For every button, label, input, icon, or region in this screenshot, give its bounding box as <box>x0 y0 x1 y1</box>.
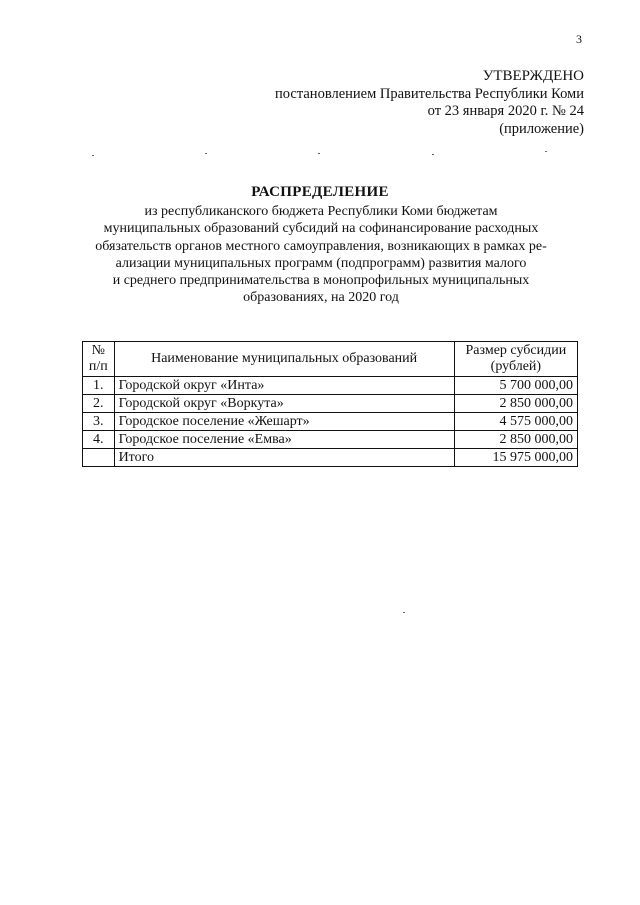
approval-authority: постановлением Правительства Республики Коми <box>275 85 584 102</box>
header-subsidy-amount: Размер субсидии (рублей) <box>454 342 577 377</box>
table-total-row <box>83 449 578 467</box>
table-row <box>83 377 578 395</box>
row-number: 4. <box>83 431 115 449</box>
total-label: Итого <box>114 449 454 467</box>
approval-stamp <box>184 68 584 138</box>
row-number: 1. <box>83 377 115 395</box>
row-municipality: Городское поселение «Жешарт» <box>114 413 454 431</box>
row-municipality: Городской округ «Воркута» <box>114 395 454 413</box>
subtitle-line: из республиканского бюджета Республики Коми бюджетам <box>144 204 498 219</box>
document-subtitle <box>90 203 552 307</box>
subtitle-line: ализации муниципальных программ (подпрограмм) развития малого <box>115 255 527 271</box>
subtitle-line: образованиях, на 2020 год <box>243 290 399 306</box>
subtitle-line: обязательств органов местного самоуправления, возникающих в рамках ре- <box>95 238 547 254</box>
row-amount: 5 700 000,00 <box>454 377 577 395</box>
table-row <box>83 413 578 431</box>
subsidy-distribution-table <box>82 341 578 467</box>
row-amount: 2 850 000,00 <box>454 431 577 449</box>
header-number: № п/п <box>83 342 115 377</box>
document-title: РАСПРЕДЕЛЕНИЕ <box>251 184 389 200</box>
approval-annex: (приложение) <box>499 120 584 137</box>
subtitle-line: муниципальных образований субсидий на софинансирование расходных <box>103 221 539 237</box>
row-municipality: Городское поселение «Емва» <box>114 431 454 449</box>
approved-heading: УТВЕРЖДЕНО <box>482 68 584 84</box>
page-number: 3 <box>576 32 582 46</box>
total-number <box>83 449 115 467</box>
total-amount: 15 975 000,00 <box>454 449 577 467</box>
scan-speck <box>92 155 94 156</box>
table-header-row <box>83 342 578 377</box>
row-amount: 2 850 000,00 <box>454 395 577 413</box>
row-amount: 4 575 000,00 <box>454 413 577 431</box>
scan-speck <box>432 154 434 155</box>
scan-speck <box>545 151 547 152</box>
row-municipality: Городской округ «Инта» <box>114 377 454 395</box>
row-number: 2. <box>83 395 115 413</box>
scan-speck <box>205 153 207 154</box>
table-row <box>83 395 578 413</box>
scan-speck <box>403 612 405 613</box>
subtitle-line: и среднего предпринимательства в монопрофильных муниципальных <box>112 273 530 289</box>
table-row <box>83 431 578 449</box>
scan-speck <box>318 153 320 154</box>
header-municipality: Наименование муниципальных образований <box>114 342 454 377</box>
row-number: 3. <box>83 413 115 431</box>
approval-date: от 23 января 2020 г. № 24 <box>427 103 584 119</box>
